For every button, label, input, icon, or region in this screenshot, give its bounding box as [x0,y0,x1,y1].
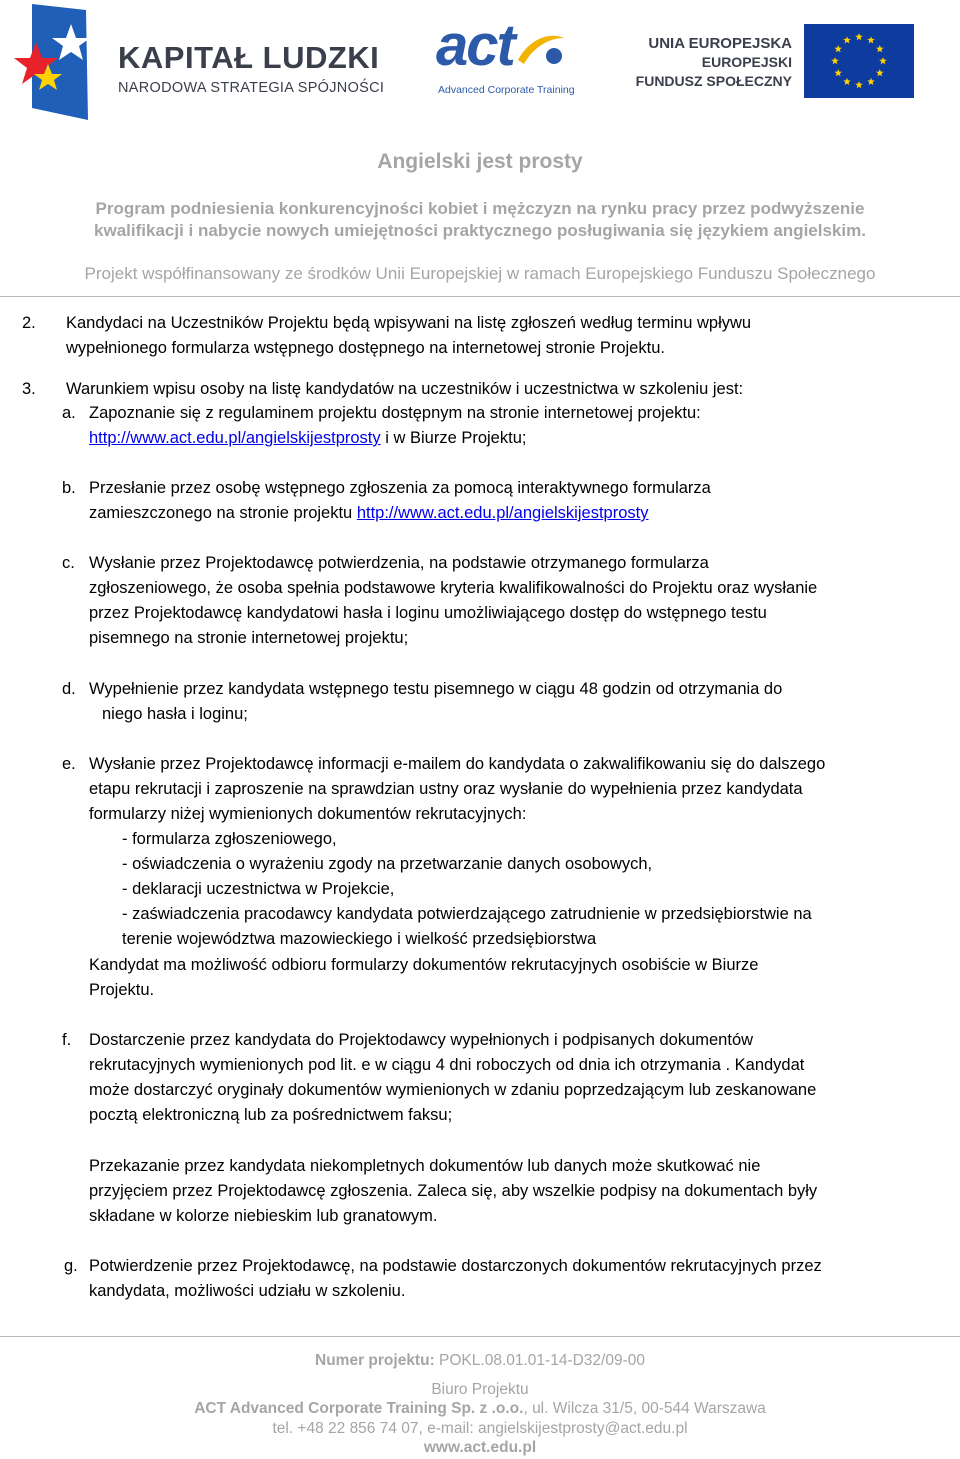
kapital-ludzki-title: KAPITAŁ LUDZKI [118,40,380,75]
sub-item-text: Wysłanie przez Projektodawcę informacji e-mailem do kandydata o zakwalifikowaniu się do dalszego [89,755,826,773]
sub-item-text: pocztą elektroniczną lub za pośrednictwem faksu; [89,1106,453,1124]
project-link[interactable]: http://www.act.edu.pl/angielskijestprosty [356,504,649,522]
logo-header [0,0,960,125]
sub-item-text: pisemnego na stronie internetowej projektu; [89,629,409,647]
footer-divider [0,1336,960,1337]
sub-item-text: Przekazanie przez kandydata niekompletnych dokumentów lub danych może skutkować nie [89,1157,761,1175]
sub-item-letter: b. [62,479,76,497]
eu-flag-icon [804,24,914,98]
sub-item-text: etapu rekrutacji i zaproszenie na sprawdzian ustny oraz wysłanie do wypełnienia przez kandydata [89,780,803,798]
eu-line-1: UNIA EUROPEJSKA [648,35,792,52]
sub-item-text: przyjęciem przez Projektodawcę zgłoszenia. Zaleca się, aby wszelkie podpisy na dokumentach były [89,1182,818,1200]
header-divider [0,296,960,297]
eu-line-2: EUROPEJSKI [701,54,792,70]
document-list-item: - formularza zgłoszeniowego, [122,830,337,848]
sub-item-text-start: zamieszczonego na stronie projektu [89,504,357,522]
sub-item-letter: c. [62,554,75,572]
sub-item-text: Przesłanie przez osobę wstępnego zgłoszenia za pomocą interaktywnego formularza [89,479,711,497]
act-subtitle: Advanced Corporate Training [438,84,575,96]
sub-item-text: zgłoszeniowego, że osoba spełnia podstawowe kryteria kwalifikowalności do Projektu oraz wysłanie [89,579,818,597]
cofinancing-note: Projekt współfinansowany ze środków Unii Europejskiej w ramach Europejskiego Funduszu Społecznego [84,264,876,283]
sub-item-text: Wypełnienie przez kandydata wstępnego testu pisemnego w ciągu 48 godzin od otrzymania do [89,680,783,698]
program-line-2: kwalifikacji i nabycie nowych umiejętności praktycznego posługiwania się językiem angielskim. [94,221,866,240]
item-number: 3. [22,380,36,398]
act-wordmark: act [436,13,514,78]
contact-info: tel. +48 22 856 74 07, e-mail: angielskijestprosty@act.edu.pl [272,1420,688,1437]
sub-item-text [89,426,526,451]
website-link[interactable]: www.act.edu.pl [423,1439,537,1456]
act-logo [436,13,576,102]
eu-logo [635,24,914,104]
sub-item-text: Projektu. [89,981,155,999]
document-title: Angielski jest prosty [377,150,583,173]
sub-item-text: Zapoznanie się z regulaminem projektu dostępnym na stronie internetowej projektu: [89,404,701,422]
sub-item-text: Potwierdzenie przez Projektodawcę, na podstawie dostarczonych dokumentów rekrutacyjnych przez [89,1257,822,1275]
document-list-item: - oświadczenia o wyrażeniu zgody na przetwarzanie danych osobowych, [122,855,653,873]
project-number-label: Numer projektu: [315,1352,435,1369]
program-line-1: Program podniesienia konkurencyjności kobiet i mężczyzn na rynku pracy przez podwyższenie [95,199,865,218]
sub-item-letter: a. [62,404,76,422]
project-link[interactable]: http://www.act.edu.pl/angielskijestprosty [89,429,381,447]
item-text: Warunkiem wpisu osoby na listę kandydatów na uczestników i uczestnictwa w szkoleniu jest: [66,380,744,398]
project-number: POKL.08.01.01-14-D32/09-00 [434,1352,645,1369]
kapital-ludzki-emblem-icon [14,4,94,122]
sub-item-text: formularzy niżej wymienionych dokumentów rekrutacyjnych: [89,805,527,823]
project-number-line [0,1351,960,1371]
sub-item-letter: f. [62,1031,72,1049]
sub-item-text: Wysłanie przez Projektodawcę potwierdzenia, na podstawie otrzymanego formularza [89,554,709,572]
document-list-item: terenie województwa mazowieckiego i wielkość przedsiębiorstwa [122,930,597,948]
document-list-item: - zaświadczenia pracodawcy kandydata potwierdzającego zatrudnienie w przedsiębiorstwie na [122,905,812,923]
kapital-ludzki-subtitle: NARODOWA STRATEGIA SPÓJNOŚCI [118,80,385,96]
sub-item-text: przez Projektodawcę kandydatowi hasła i loginu umożliwiającego dostęp do wstępnego testu [89,604,767,622]
sub-item-text: niego hasła i loginu; [102,705,248,723]
company-name: ACT Advanced Corporate Training Sp. z .o.o. [194,1400,524,1417]
company-address-line [0,1399,960,1419]
program-description [20,198,940,242]
item-text: Kandydaci na Uczestników Projektu będą wpisywani na listę zgłoszeń według terminu wpływu [66,314,752,332]
kapital-ludzki-logo [14,4,385,122]
sub-item-text: może dostarczyć oryginały dokumentów wymienionych w zdaniu poprzedzającym lub zeskanowane [89,1081,817,1099]
sub-item-text: rekrutacyjnych wymienionych pod lit. e w ciągu 4 dni roboczych od dnia ich otrzymania . Kandydat [89,1056,805,1074]
eu-text [636,34,792,91]
document-list-item: - deklaracji uczestnictwa w Projekcie, [122,880,395,898]
act-swoosh-icon [516,30,566,70]
item-number: 2. [22,314,36,332]
sub-item-text: Dostarczenie przez kandydata do Projektodawcy wypełnionych i podpisanych dokumentów [89,1031,754,1049]
sub-item-letter: g. [64,1257,78,1275]
sub-item-text: kandydata, możliwości udziału w szkoleniu. [89,1282,406,1300]
sub-item-text: Kandydat ma możliwość odbioru formularzy dokumentów rekrutacyjnych osobiście w Biurze [89,956,759,974]
eu-line-3: FUNDUSZ SPOŁECZNY [635,73,792,89]
sub-item-text [89,501,648,526]
sub-item-text: składane w kolorze niebieskim lub granatowym. [89,1207,438,1225]
item-text: wypełnionego formularza wstępnego dostępnego na internetowej stronie Projektu. [66,339,665,357]
sub-item-letter: e. [62,755,76,773]
company-address: , ul. Wilcza 31/5, 00-544 Warszawa [523,1400,766,1417]
sub-item-letter: d. [62,680,76,698]
sub-item-text-rest: i w Biurze Projektu; [380,429,527,447]
project-office: Biuro Projektu [431,1381,529,1398]
